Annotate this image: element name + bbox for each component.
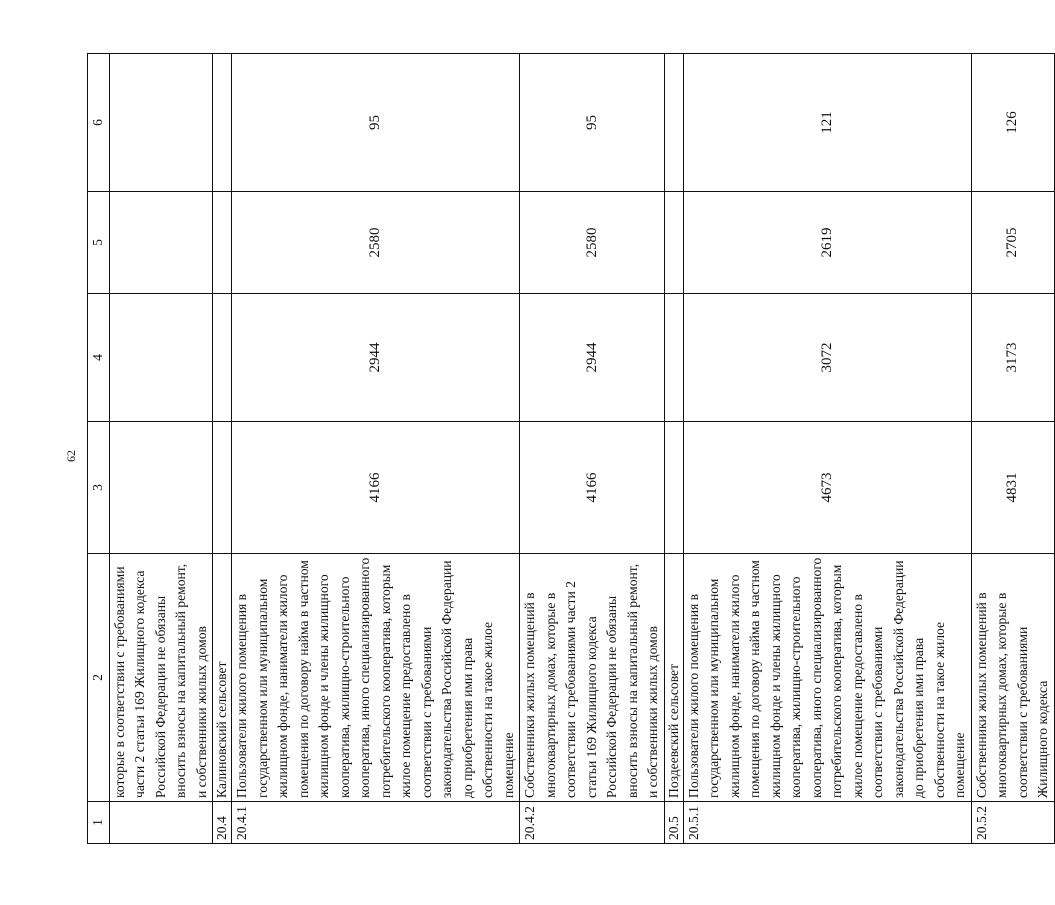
row-code: 20.4.2 (520, 802, 665, 844)
rotated-table-container (87, 54, 1050, 844)
column-header: 1 (88, 802, 110, 844)
row-value-4 (664, 294, 683, 422)
column-header: 5 (88, 192, 110, 294)
column-header: 3 (88, 422, 110, 554)
row-code: 20.5 (664, 802, 683, 844)
row-value-3: 4166 (520, 422, 665, 554)
row-value-3 (109, 422, 213, 554)
row-value-6 (664, 54, 683, 192)
row-value-4: 2944 (520, 294, 665, 422)
header-row (88, 54, 110, 844)
row-value-5: 2705 (971, 192, 1054, 294)
row-value-3: 4166 (232, 422, 520, 554)
row-value-6 (213, 54, 232, 192)
row-description: Собственники жилых помещений в многоквартирных домах, которые в соответствии с требованиями Жилищного кодекса (971, 554, 1054, 802)
table-row (971, 54, 1054, 844)
row-code: 20.4 (213, 802, 232, 844)
row-description: Собственники жилых помещений в многоквартирных домах, которые в соответствии с требованиями части 2 статьи 169 Жилищного кодекса Российской Федерации не обязаны вносить взносы на капитальный ремонт, и собственники жилых домов (520, 554, 665, 802)
row-value-5 (109, 192, 213, 294)
row-code: 20.4.1 (232, 802, 520, 844)
row-value-6: 95 (520, 54, 665, 192)
column-header: 4 (88, 294, 110, 422)
row-value-6: 121 (683, 54, 971, 192)
row-value-4: 3173 (971, 294, 1054, 422)
row-value-5 (664, 192, 683, 294)
row-value-6: 126 (971, 54, 1054, 192)
row-value-5: 2619 (683, 192, 971, 294)
table-row (232, 54, 520, 844)
row-value-4 (213, 294, 232, 422)
tariff-table (87, 53, 1055, 844)
page-number: 62 (64, 450, 78, 462)
column-header: 2 (88, 554, 110, 802)
row-value-5: 2580 (232, 192, 520, 294)
row-value-3 (213, 422, 232, 554)
row-code: 20.5.1 (683, 802, 971, 844)
row-value-3: 4673 (683, 422, 971, 554)
row-value-3: 4831 (971, 422, 1054, 554)
table-row (213, 54, 232, 844)
row-description: которые в соответствии с требованиями части 2 статьи 169 Жилищного кодекса Российской Федерации не обязаны вносить взносы на капитальный ремонт, и собственники жилых домов (109, 554, 213, 802)
row-description: Пользователи жилого помещения в государственном или муниципальном жилищном фонде, наниматели жилого помещения по договору найма в частном жилищном фонде и члены жилищного кооператива, жилищно-строительного кооператива, иного специализированного потребительского кооператива, которым жилое помещение предоставлено в соответствии с требованиями законодательства Российской Федерации до приобретения ими права собственности на такое жилое помещение (232, 554, 520, 802)
row-value-6: 95 (232, 54, 520, 192)
row-code: 20.5.2 (971, 802, 1054, 844)
row-description: Калиновский сельсовет (213, 554, 232, 802)
row-value-4: 2944 (232, 294, 520, 422)
row-value-3 (664, 422, 683, 554)
row-value-6 (109, 54, 213, 192)
row-description: Пользователи жилого помещения в государственном или муниципальном жилищном фонде, наниматели жилого помещения по договору найма в частном жилищном фонде и члены жилищного кооператива, жилищно-строительного кооператива, иного специализированного потребительского кооператива, которым жилое помещение предоставлено в соответствии с требованиями законодательства Российской Федерации до приобретения ими права собственности на такое жилое помещение (683, 554, 971, 802)
column-header: 6 (88, 54, 110, 192)
row-description: Поздеевский сельсовет (664, 554, 683, 802)
table-row (664, 54, 683, 844)
table-row (683, 54, 971, 844)
row-value-4: 3072 (683, 294, 971, 422)
row-value-4 (109, 294, 213, 422)
row-value-5: 2580 (520, 192, 665, 294)
row-value-5 (213, 192, 232, 294)
table-row (520, 54, 665, 844)
table-row (109, 54, 213, 844)
row-code (109, 802, 213, 844)
